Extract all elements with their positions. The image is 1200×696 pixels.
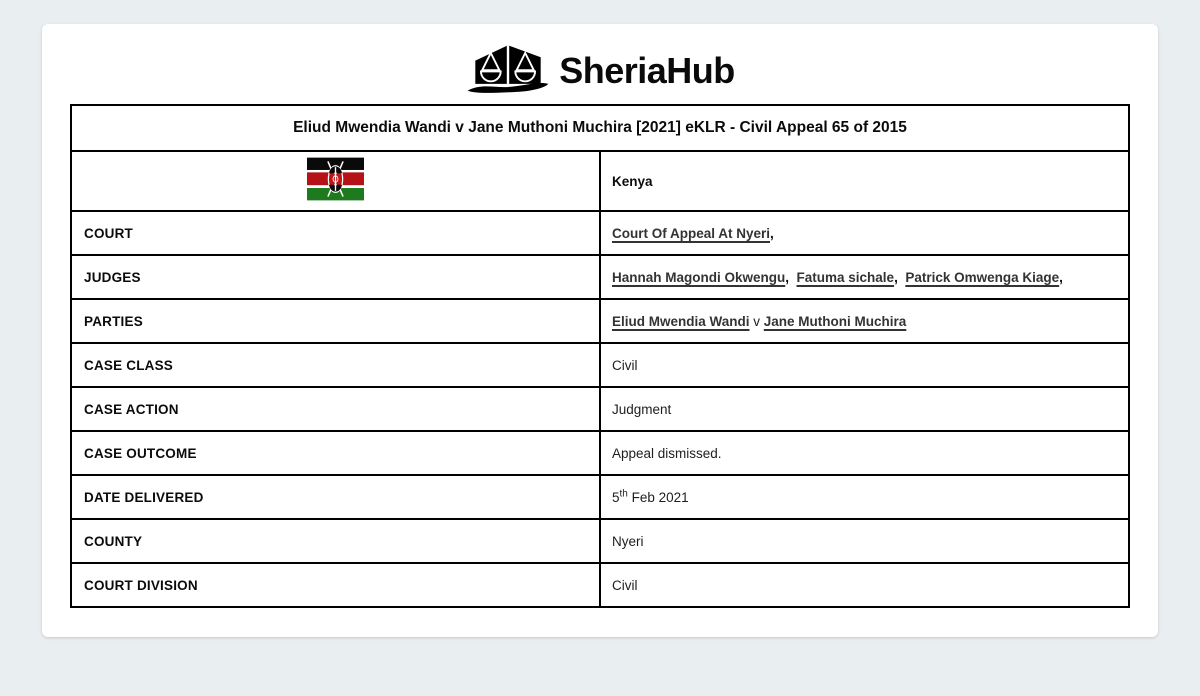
table-row-judges bbox=[71, 255, 1129, 299]
title-row bbox=[71, 105, 1129, 151]
row-label-judges: JUDGES bbox=[71, 255, 600, 299]
country-row bbox=[71, 151, 1129, 211]
table-row-court-division bbox=[71, 563, 1129, 607]
text-separator: , bbox=[894, 269, 906, 285]
table-row-parties bbox=[71, 299, 1129, 343]
row-label-parties: PARTIES bbox=[71, 299, 600, 343]
row-value-date-delivered bbox=[600, 475, 1129, 519]
table-row-case-class bbox=[71, 343, 1129, 387]
link-fatuma-sichale[interactable]: Fatuma sichale bbox=[796, 269, 895, 285]
link-jane-muthoni-muchira[interactable]: Jane Muthoni Muchira bbox=[763, 313, 907, 329]
text-separator: , bbox=[785, 269, 797, 285]
row-label-date-delivered: DATE DELIVERED bbox=[71, 475, 600, 519]
link-hannah-magondi-okwengu[interactable]: Hannah Magondi Okwengu bbox=[612, 269, 786, 285]
link-eliud-mwendia-wandi[interactable]: Eliud Mwendia Wandi bbox=[612, 313, 750, 329]
case-table bbox=[70, 104, 1130, 608]
brand-name: SheriaHub bbox=[559, 50, 735, 91]
row-value-case-action: Judgment bbox=[600, 387, 1129, 431]
kenya-flag-icon bbox=[307, 157, 364, 201]
text-separator: , bbox=[770, 225, 774, 241]
table-row-case-action bbox=[71, 387, 1129, 431]
text-separator: , bbox=[1059, 269, 1063, 285]
row-value-judges bbox=[600, 255, 1129, 299]
date-rest: Feb 2021 bbox=[627, 489, 689, 505]
row-label-case-class: CASE CLASS bbox=[71, 343, 600, 387]
row-label-court: COURT bbox=[71, 211, 600, 255]
table-row-case-outcome bbox=[71, 431, 1129, 475]
row-value-case-class: Civil bbox=[600, 343, 1129, 387]
row-label-case-outcome: CASE OUTCOME bbox=[71, 431, 600, 475]
table-row-court bbox=[71, 211, 1129, 255]
link-patrick-omwenga-kiage[interactable]: Patrick Omwenga Kiage bbox=[905, 269, 1060, 285]
link-court-of-appeal-at-nyeri[interactable]: Court Of Appeal At Nyeri bbox=[612, 225, 771, 241]
flag-cell bbox=[71, 151, 600, 211]
row-value-court bbox=[600, 211, 1129, 255]
row-value-court-division: Civil bbox=[600, 563, 1129, 607]
row-value-case-outcome: Appeal dismissed. bbox=[600, 431, 1129, 475]
page bbox=[0, 24, 1200, 696]
scales-of-justice-icon bbox=[465, 44, 551, 98]
row-label-court-division: COURT DIVISION bbox=[71, 563, 600, 607]
row-label-county: COUNTY bbox=[71, 519, 600, 563]
text-separator: v bbox=[749, 313, 764, 329]
date-ordinal: th bbox=[619, 488, 628, 499]
sheriahub-logo[interactable] bbox=[70, 42, 1130, 100]
row-value-parties bbox=[600, 299, 1129, 343]
country-name: Kenya bbox=[600, 151, 1129, 211]
case-rows bbox=[71, 211, 1129, 607]
row-label-case-action: CASE ACTION bbox=[71, 387, 600, 431]
table-row-date-delivered bbox=[71, 475, 1129, 519]
row-value-county: Nyeri bbox=[600, 519, 1129, 563]
table-row-county bbox=[71, 519, 1129, 563]
date-day: 5 bbox=[612, 489, 620, 505]
case-card bbox=[42, 24, 1158, 637]
case-title: Eliud Mwendia Wandi v Jane Muthoni Muchira [2021] eKLR - Civil Appeal 65 of 2015 bbox=[71, 105, 1129, 151]
